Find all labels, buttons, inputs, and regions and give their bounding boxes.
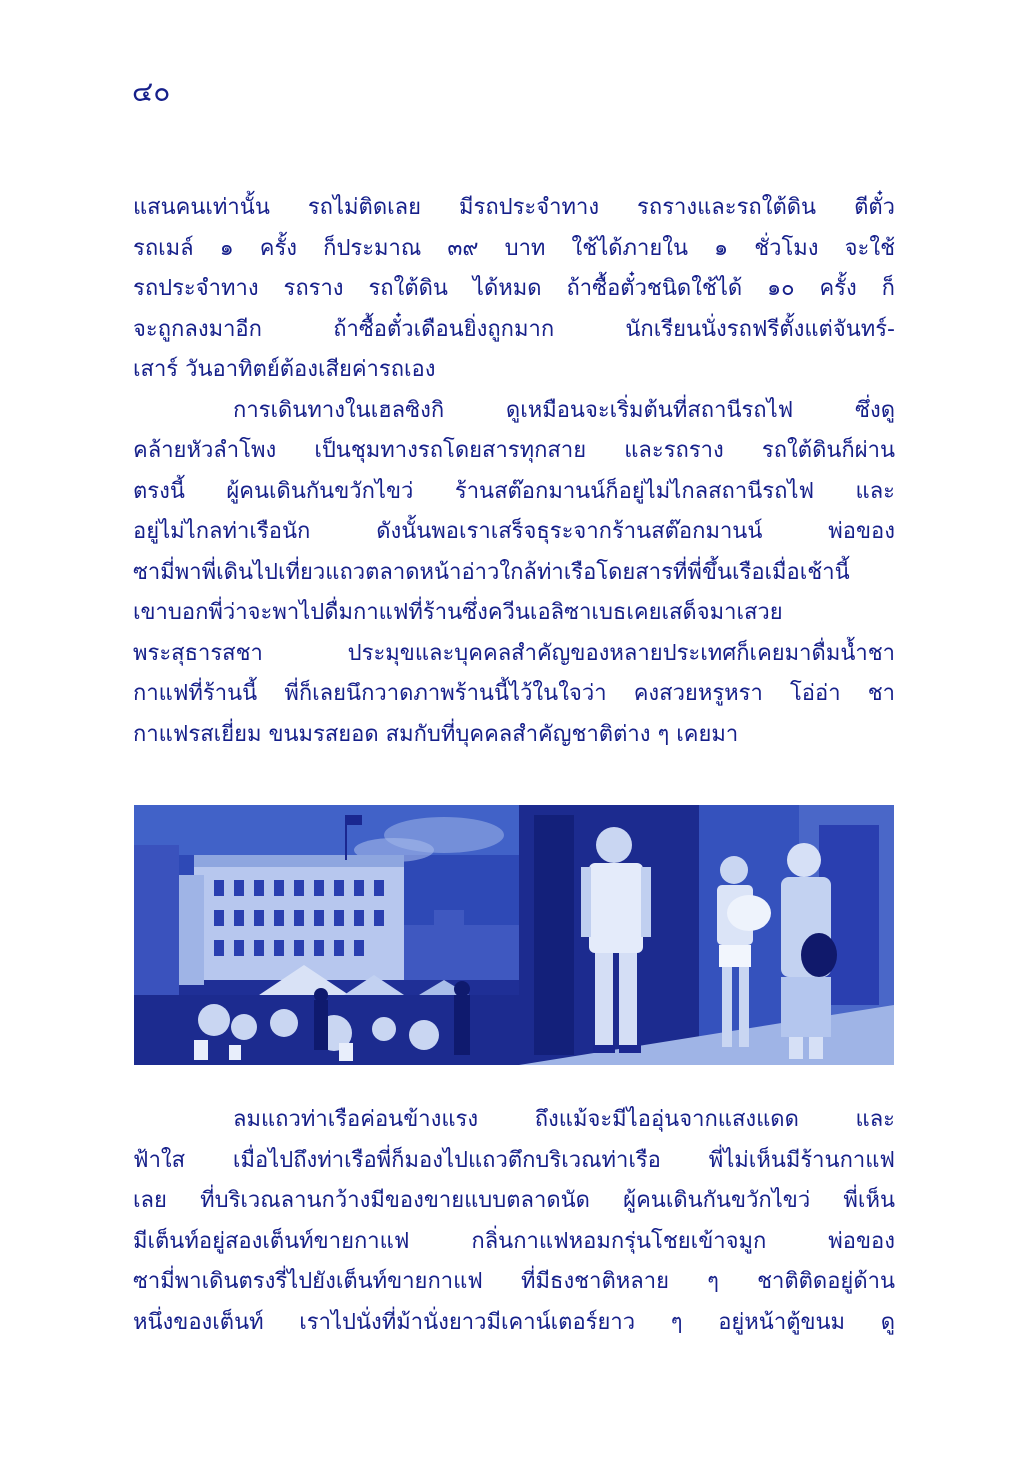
photo-strip xyxy=(134,805,894,1065)
paragraph-3-line: มีเต็นท์อยู่สองเต็นท์ขายกาแฟ กลิ่นกาแฟหอมกรุ่นโชยเข้าจมูก พ่อของ xyxy=(133,1228,895,1254)
paragraph-1-line: เสาร์ วันอาทิตย์ต้องเสียค่ารถเอง xyxy=(133,357,436,382)
paragraph-2-line: ตรงนี้ ผู้คนเดินกันขวักไขว่ ร้านสต๊อกมานน์ก็อยู่ไม่ไกลสถานีรถไฟ และ xyxy=(133,478,895,504)
paragraph-2-line: การเดินทางในเฮลซิงกิ ดูเหมือนจะเริ่มต้นที่สถานีรถไฟ ซึ่งดู xyxy=(233,397,895,423)
harbor-market-illustration xyxy=(134,805,519,1065)
people-walking-photo xyxy=(519,805,894,1065)
text-block-upper xyxy=(133,188,895,755)
paragraph-1-line: รถเมล์ ๑ ครั้ง ก็ประมาณ ๓๙ บาท ใช้ได้ภายใน ๑ ชั่วโมง จะใช้ xyxy=(133,235,895,261)
paragraph-2-line: พระสุธารสชา ประมุขและบุคคลสำคัญของหลายประเทศก็เคยมาดื่มน้ำชา xyxy=(133,640,895,666)
harbor-market-photo xyxy=(134,805,519,1065)
paragraph-2-line: กาแฟรสเยี่ยม ขนมรสยอด สมกับที่บุคคลสำคัญชาติต่าง ๆ เคยมา xyxy=(133,721,739,747)
paragraph-3-line: ซามี่พาเดินตรงรี่ไปยังเต็นท์ขายกาแฟ ที่มีธงชาติหลาย ๆ ชาติติดอยู่ด้าน xyxy=(133,1269,895,1294)
people-walking-illustration xyxy=(519,805,894,1065)
paragraph-1-line: จะถูกลงมาอีก ถ้าซื้อตั๋วเดือนยิ่งถูกมาก นักเรียนนั่งรถฟรีตั้งแต่จันทร์- xyxy=(133,316,895,342)
text-block-lower xyxy=(133,1100,895,1343)
paragraph-3-line: หนึ่งของเต็นท์ เราไปนั่งที่ม้านั่งยาวมีเคาน์เตอร์ยาว ๆ อยู่หน้าตู้ขนม ดู xyxy=(133,1309,895,1335)
paragraph-2-line: เขาบอกพี่ว่าจะพาไปดื่มกาแฟที่ร้านซึ่งควีนเอลิซาเบธเคยเสด็จมาเสวย xyxy=(133,600,783,625)
page-number: ๔๐ xyxy=(132,75,171,108)
paragraph-3-line: ลมแถวท่าเรือค่อนข้างแรง ถึงแม้จะมีไออุ่นจากแสงแดด และ xyxy=(233,1107,895,1132)
paragraph-2-line: ซามี่พาพี่เดินไปเที่ยวแถวตลาดหน้าอ่าวใกล้ท่าเรือโดยสารที่พี่ขึ้นเรือเมื่อเช้านี้ xyxy=(133,559,850,585)
paragraph-2-line: คล้ายหัวลำโพง เป็นชุมทางรถโดยสารทุกสาย และรถราง รถใต้ดินก็ผ่าน xyxy=(133,438,895,463)
paragraph-3-line: เลย ที่บริเวณลานกว้างมีของขายแบบตลาดนัด ผู้คนเดินกันขวักไขว่ พี่เห็น xyxy=(133,1188,895,1213)
paragraph-3-line: ฟ้าใส เมื่อไปถึงท่าเรือพี่ก็มองไปแถวตึกบริเวณท่าเรือ พี่ไม่เห็นมีร้านกาแฟ xyxy=(133,1147,895,1173)
paragraph-2-line: กาแฟที่ร้านนี้ พี่ก็เลยนึกวาดภาพร้านนี้ไว้ในใจว่า คงสวยหรูหรา โอ่อ่า ชา xyxy=(133,681,895,706)
paragraph-1-line: รถประจำทาง รถราง รถใต้ดิน ได้หมด ถ้าซื้อตั๋วชนิดใช้ได้ ๑๐ ครั้ง ก็ xyxy=(133,276,895,301)
paragraph-1-line: แสนคนเท่านั้น รถไม่ติดเลย มีรถประจำทาง รถรางและรถใต้ดิน ตีตั๋ว xyxy=(133,195,895,220)
paragraph-2-line: อยู่ไม่ไกลท่าเรือนัก ดังนั้นพอเราเสร็จธุระจากร้านสต๊อกมานน์ พ่อของ xyxy=(133,519,895,544)
